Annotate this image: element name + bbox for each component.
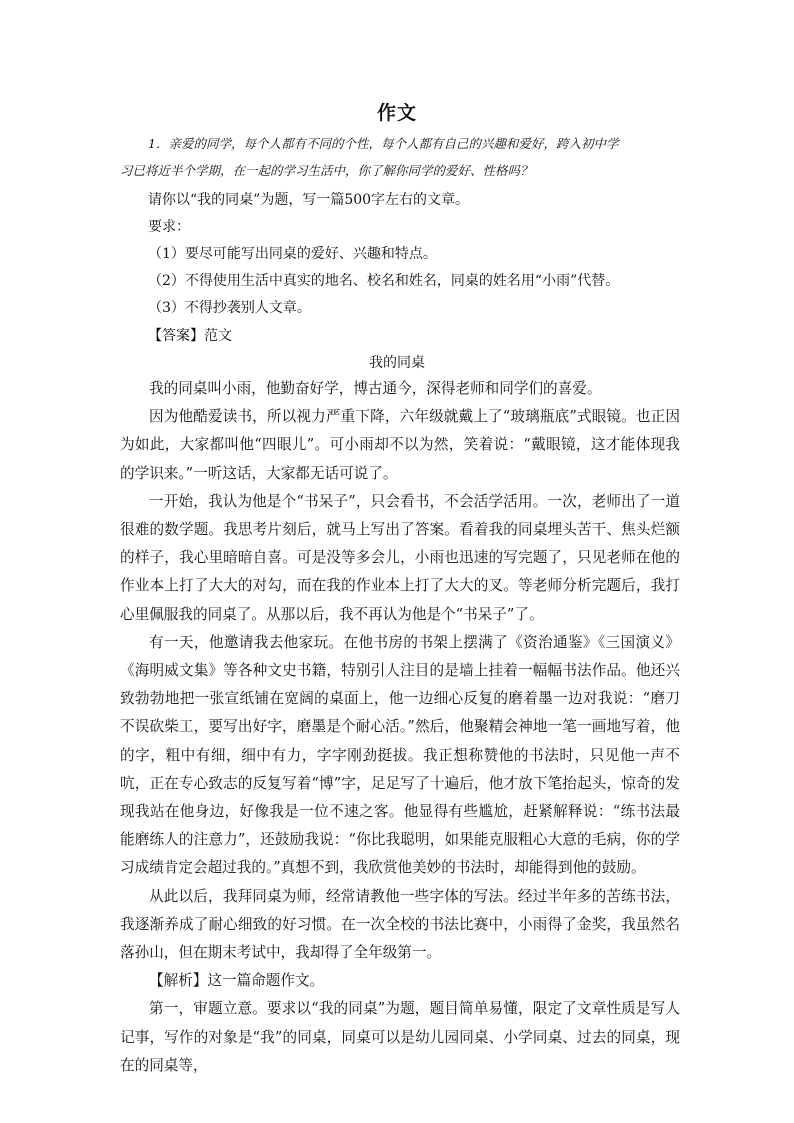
page-title: 作文 [376, 102, 417, 124]
analysis-paragraph: 第一，审题立意。要求以“我的同桌”为题，题目简单易懂，限定了文章性质是写人记事，写作的对象是“我”的同桌，同桌可以是幼儿园同桌、小学同桌、过去的同桌，现在的同桌等， [120, 1000, 680, 1074]
prompt-line-2: 习已将近半个学期，在一起的学习生活中，你了解你同学的爱好、性格吗？ [120, 163, 533, 178]
essay-paragraph: 因为他酷爱读书，所以视力严重下降，六年级就戴上了“玻璃瓶底”式眼镜。也正因为如此，大家都叫他“四眼儿”。可小雨却不以为然，笑着说：“戴眼镜，这才能体现我的学识来。”一听这话，大家都无话可说了。 [120, 408, 680, 482]
essay-paragraph: 从此以后，我拜同桌为师，经常请教他一些字体的写法。经过半年多的苦练书法，我逐渐养成了耐心细致的好习惯。在一次全校的书法比赛中，小雨得了金奖，我虽然名落孙山，但在期末考试中，我却得了全年级第一。 [120, 887, 680, 962]
essay-body [120, 375, 680, 1080]
answer-tag: 【答案】 [148, 328, 204, 344]
essay-paragraph: 一开始，我认为他是个“书呆子”，只会看书，不会活学活用。一次，老师出了一道很难的数学题。我思考片刻后，就马上写出了答案。看着我的同桌埋头苦干、焦头烂额的样子，我心里暗暗自喜。可是没等多会儿，小雨也迅速的写完题了，只见老师在他的作业本上打了大大的对勾，而在我的作业本上打了大大的叉。等老师分析完题后，我打心里佩服我的同桌了。从那以后，我不再认为他是个“书呆子”了。 [120, 492, 680, 623]
requirement-item: （2）不得使用生活中真实的地名、校名和姓名，同桌的姓名用“小雨”代替。 [148, 273, 620, 289]
requirement-item: （3）不得抄袭别人文章。 [148, 300, 311, 316]
question-number: 1． [148, 136, 169, 151]
question-prompt [120, 130, 680, 184]
analysis-header [120, 967, 680, 995]
prompt-line-1: 亲爱的同学，每个人都有不同的个性，每个人都有自己的兴趣和爱好，跨入初中学 [168, 136, 619, 151]
requirements-label: 要求： [148, 219, 190, 235]
requirement-item: （1）要尽可能写出同桌的爱好、兴趣和特点。 [148, 246, 437, 262]
answer-header [148, 325, 708, 347]
analysis-intro: 这一篇命题作文。 [207, 972, 325, 990]
answer-tag-text: 范文 [204, 328, 232, 344]
analysis-tag: 【解析】 [149, 972, 208, 990]
essay-title: 我的同桌 [369, 355, 425, 371]
instruction-text: 请你以“我的同桌”为题，写一篇500字左右的文章。 [148, 192, 470, 208]
essay-paragraph: 我的同桌叫小雨，他勤奋好学，博古通今，深得老师和同学们的喜爱。 [149, 380, 602, 397]
essay-paragraph: 有一天，他邀请我去他家玩。在他书房的书架上摆满了《资治通鉴》《三国演义》《海明威文集》等各种文史书籍，特别引人注目的是墙上挂着一幅幅书法作品。他还兴致勃勃地把一张宣纸铺在宽阔的桌面上，他一边细心反复的磨着墨一边对我说：“磨刀不误砍柴工，要写出好字，磨墨是个耐心活。”然后，他聚精会神地一笔一画地写着，他的字，粗中有细，细中有力，字字刚劲挺拔。我正想称赞他的书法时，只见他一声不吭，正在专心致志的反复写着“博”字，足足写了十遍后，他才放下笔抬起头，惊奇的发现我站在他身边，好像我是一位不速之客。他显得有些尴尬，赶紧解释说：“练书法最能磨练人的注意力”，还鼓励我说：“你比我聪明，如果能克服粗心大意的毛病，你的学习成绩肯定会超过我的。”真想不到，我欣赏他美妙的书法时，却能得到他的鼓励。 [120, 633, 680, 877]
